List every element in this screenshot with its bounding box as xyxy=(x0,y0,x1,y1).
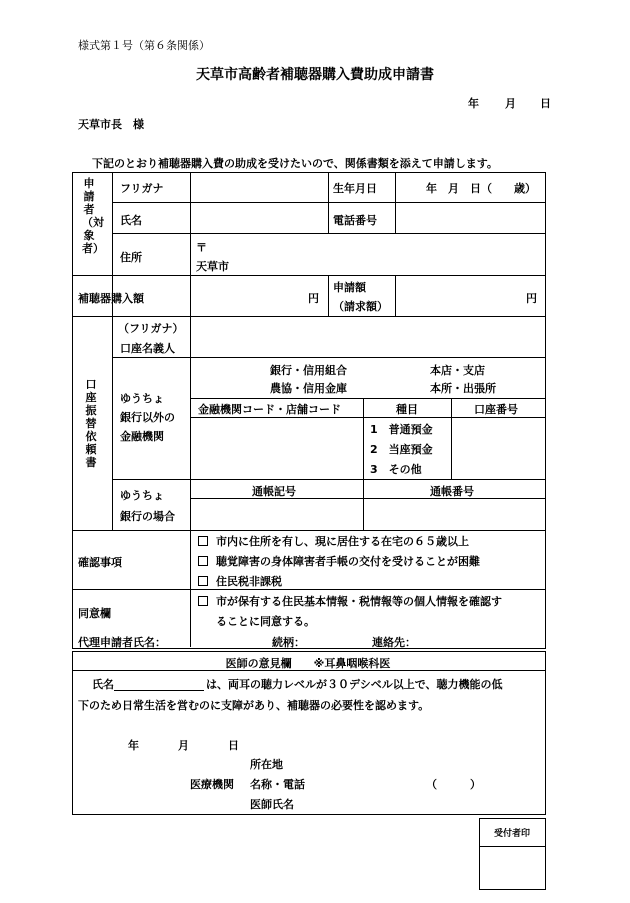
doctor-date-month: 月 xyxy=(178,739,189,752)
kind-option-3[interactable]: 3 その他 xyxy=(370,463,422,476)
furigana-label: フリガナ xyxy=(120,182,164,195)
col-passbook-symbol: 通帳記号 xyxy=(252,485,296,498)
institution-location-label: 所在地 xyxy=(250,758,283,771)
request-amount-label-sub: （請求額） xyxy=(333,300,388,313)
phone-label: 電話番号 xyxy=(333,214,377,227)
proxy-relation-label: 続柄： xyxy=(272,636,305,649)
passbook-number-input[interactable] xyxy=(364,499,544,529)
phone-input[interactable] xyxy=(396,203,544,232)
name-input[interactable] xyxy=(191,203,327,232)
doctor-name-label: 医師氏名 xyxy=(250,798,294,811)
doctor-name-prefix: 氏名 xyxy=(92,678,114,691)
yucho-label-1: ゆうちょ xyxy=(120,489,164,502)
institution-label: 医療機関 xyxy=(190,778,234,791)
intro-text: 下記のとおり補聴器購入費の助成を受けたいので、関係書類を添えて申請します。 xyxy=(92,157,498,170)
proxy-contact-label: 連絡先： xyxy=(372,636,416,649)
request-amount-label: 申請額 xyxy=(333,281,366,294)
consent-label: 同意欄 xyxy=(78,607,111,620)
receipt-stamp-area[interactable] xyxy=(480,847,544,887)
col-bank-code: 金融機関コード・店舗コード xyxy=(198,403,341,416)
date-month: 月 xyxy=(505,97,516,110)
date-day: 日 xyxy=(540,97,551,110)
confirm-label: 確認事項 xyxy=(78,556,122,569)
applicant-section-label: 申請者（対象者） xyxy=(82,177,104,255)
doctor-opinion-text-1: は、両耳の聴力レベルが３０デシベル以上で、聴力機能の低 xyxy=(206,678,503,691)
account-number-input[interactable] xyxy=(452,418,544,478)
col-account: 口座番号 xyxy=(474,403,518,416)
branch-type-1: 本店・支店 xyxy=(430,364,485,377)
col-passbook-number: 通帳番号 xyxy=(430,485,474,498)
bank-label-3: 金融機関 xyxy=(120,430,164,443)
address-label: 住所 xyxy=(120,251,142,264)
confirm-item-2: 聴覚障害の身体障害者手帳の交付を受けることが困難 xyxy=(216,555,480,568)
holder-label: 口座名義人 xyxy=(120,342,175,355)
consent-checkbox[interactable] xyxy=(198,596,208,606)
postal-mark: 〒 xyxy=(196,241,207,254)
bank-type-1: 銀行・信用組合 xyxy=(270,364,347,377)
doctor-date-day: 日 xyxy=(228,739,239,752)
confirm-checkbox-1[interactable] xyxy=(198,536,208,546)
patient-name-line[interactable] xyxy=(114,690,204,691)
bank-type-2: 農協・信用金庫 xyxy=(270,382,347,395)
passbook-symbol-input[interactable] xyxy=(191,499,362,529)
bank-label-1: ゆうちょ xyxy=(120,392,164,405)
proxy-name-label: 代理申請者氏名： xyxy=(78,636,166,649)
consent-text-1: 市が保有する住民基本情報・税情報等の個人情報を確認す xyxy=(216,595,502,608)
institution-name-phone-label: 名称・電話 xyxy=(250,778,305,791)
consent-text-2: ることに同意する。 xyxy=(216,615,315,628)
holder-input[interactable] xyxy=(191,317,544,356)
birthdate-label: 生年月日 xyxy=(333,182,377,195)
bank-label-2: 銀行以外の xyxy=(120,411,175,424)
kind-option-1[interactable]: 1 普通預金 xyxy=(370,423,433,436)
confirm-item-1: 市内に住所を有し、現に居住する在宅の６５歳以上 xyxy=(216,535,469,548)
confirm-checkbox-2[interactable] xyxy=(198,556,208,566)
addressee: 天草市長 様 xyxy=(78,118,144,131)
address-prefix[interactable]: 天草市 xyxy=(196,260,229,273)
bank-code-input[interactable] xyxy=(191,418,362,478)
purchase-amount-label: 補聴器購入額 xyxy=(78,292,144,305)
kind-option-2[interactable]: 2 当座預金 xyxy=(370,443,433,456)
purchase-amount-yen[interactable]: 円 xyxy=(308,292,319,305)
confirm-checkbox-3[interactable] xyxy=(198,576,208,586)
name-label: 氏名 xyxy=(120,214,142,227)
institution-phone-paren[interactable]: （ ） xyxy=(426,778,481,791)
transfer-section-label: 口座振替依頼書 xyxy=(85,378,97,469)
date-year: 年 xyxy=(468,97,479,110)
confirm-item-3: 住民税非課税 xyxy=(216,575,282,588)
receipt-stamp-label: 受付者印 xyxy=(493,829,530,839)
form-number: 様式第１号（第６条関係） xyxy=(78,39,210,52)
birthdate-value[interactable]: 年 月 日（ 歳） xyxy=(426,182,536,195)
doctor-opinion-text-2: 下のため日常生活を営むのに支障があり、補聴器の必要性を認めます。 xyxy=(78,699,430,712)
request-amount-yen[interactable]: 円 xyxy=(526,292,537,305)
furigana-input[interactable] xyxy=(191,173,327,201)
yucho-label-2: 銀行の場合 xyxy=(120,510,175,523)
col-kind: 種目 xyxy=(396,403,418,416)
page-title: 天草市高齢者補聴器購入費助成申請書 xyxy=(196,67,434,83)
branch-type-2: 本所・出張所 xyxy=(430,382,496,395)
holder-furigana-label: （フリガナ） xyxy=(118,322,184,335)
doctor-opinion-header: 医師の意見欄 ※耳鼻咽喉科医 xyxy=(225,657,391,670)
doctor-date-year: 年 xyxy=(128,739,139,752)
